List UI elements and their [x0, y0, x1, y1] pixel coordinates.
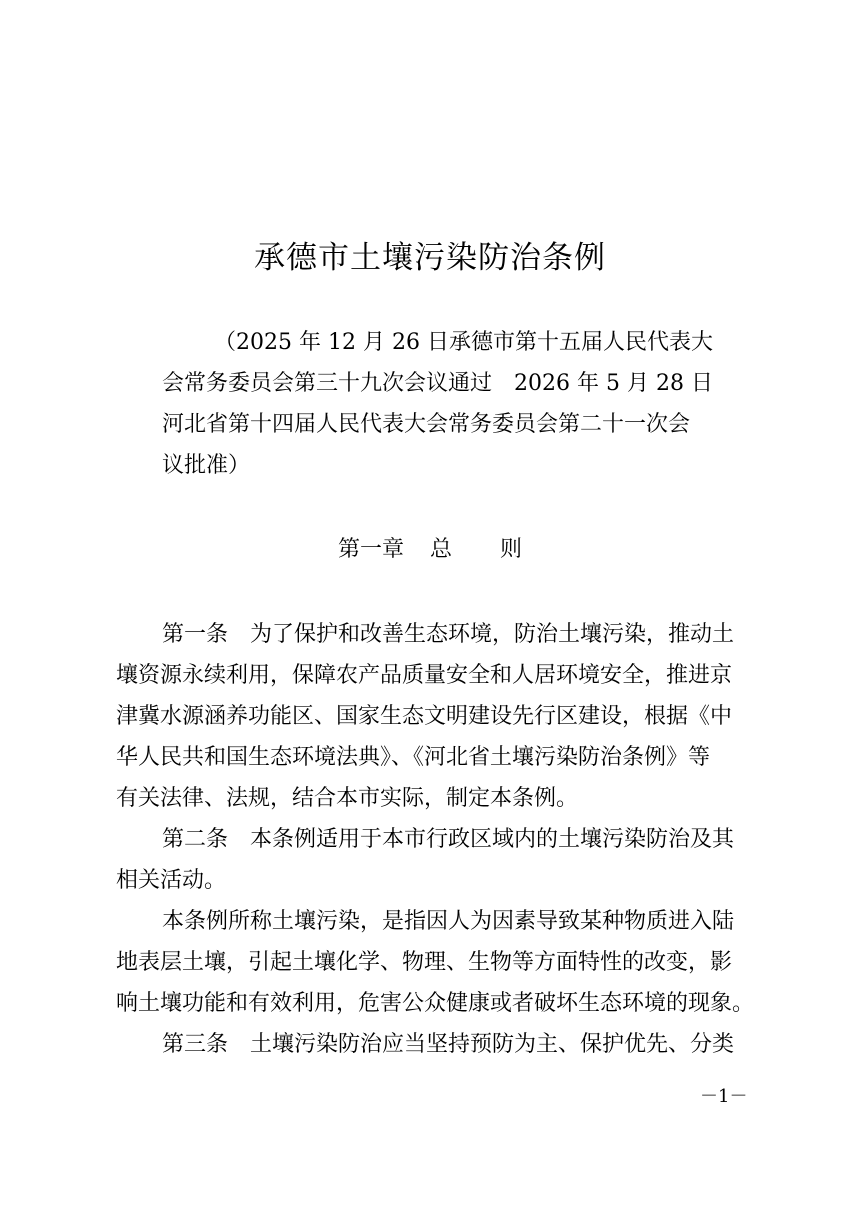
article-1-text: 为了保护和改善生态环境，防治土壤污染，推动土 — [250, 622, 735, 647]
adoption-note-line: 河北省第十四届人民代表大会常务委员会第二十一次会 — [162, 412, 691, 437]
article-1-line: 华人民共和国生态环境法典》、《河北省土壤污染防治条例》等 — [116, 745, 711, 770]
paragraph-line: 地表层土壤，引起土壤化学、物理、生物等方面特性的改变，影 — [116, 950, 733, 975]
adoption-note-line: 议批准） — [162, 453, 251, 478]
chapter-number: 第一章 — [337, 537, 404, 562]
chapter-title-part2: 则 — [500, 537, 523, 562]
adoption-note-line: （2025 年 12 月 26 日承德市第十五届人民代表大 — [214, 330, 713, 355]
chapter-title-part1: 总 — [429, 537, 452, 562]
page-number: －1－ — [700, 1086, 748, 1107]
document-title: 承德市土壤污染防治条例 — [254, 240, 606, 276]
paragraph-line: 响土壤功能和有效利用，危害公众健康或者破坏生态环境的现象。 — [116, 991, 755, 1016]
adoption-note-line: 会常务委员会第三十九次会议通过 2026 年 5 月 28 日 — [162, 371, 713, 396]
article-3-label: 第三条 — [162, 1032, 229, 1057]
article-1-line: 壤资源永续利用，保障农产品质量安全和人居环境安全，推进京 — [116, 663, 733, 688]
chapter-body — [116, 614, 756, 1065]
chapter-heading — [0, 534, 860, 566]
article-3-line — [116, 1024, 756, 1065]
adoption-note — [162, 322, 722, 486]
article-3-text: 土壤污染防治应当坚持预防为主、保护优先、分类 — [250, 1032, 735, 1057]
article-1-line — [116, 614, 756, 655]
paragraph-line: 本条例所称土壤污染，是指因人为因素导致某种物质进入陆 — [162, 909, 735, 934]
article-2-label: 第二条 — [162, 827, 229, 852]
article-2-text: 本条例适用于本市行政区域内的土壤污染防治及其 — [250, 827, 735, 852]
article-1-line: 有关法律、法规，结合本市实际，制定本条例。 — [116, 786, 579, 811]
article-1-label: 第一条 — [162, 622, 229, 647]
article-1-line: 津冀水源涵养功能区、国家生态文明建设先行区建设，根据《中 — [116, 704, 733, 729]
article-2-line: 相关活动。 — [116, 868, 227, 893]
article-2-line — [116, 819, 756, 860]
